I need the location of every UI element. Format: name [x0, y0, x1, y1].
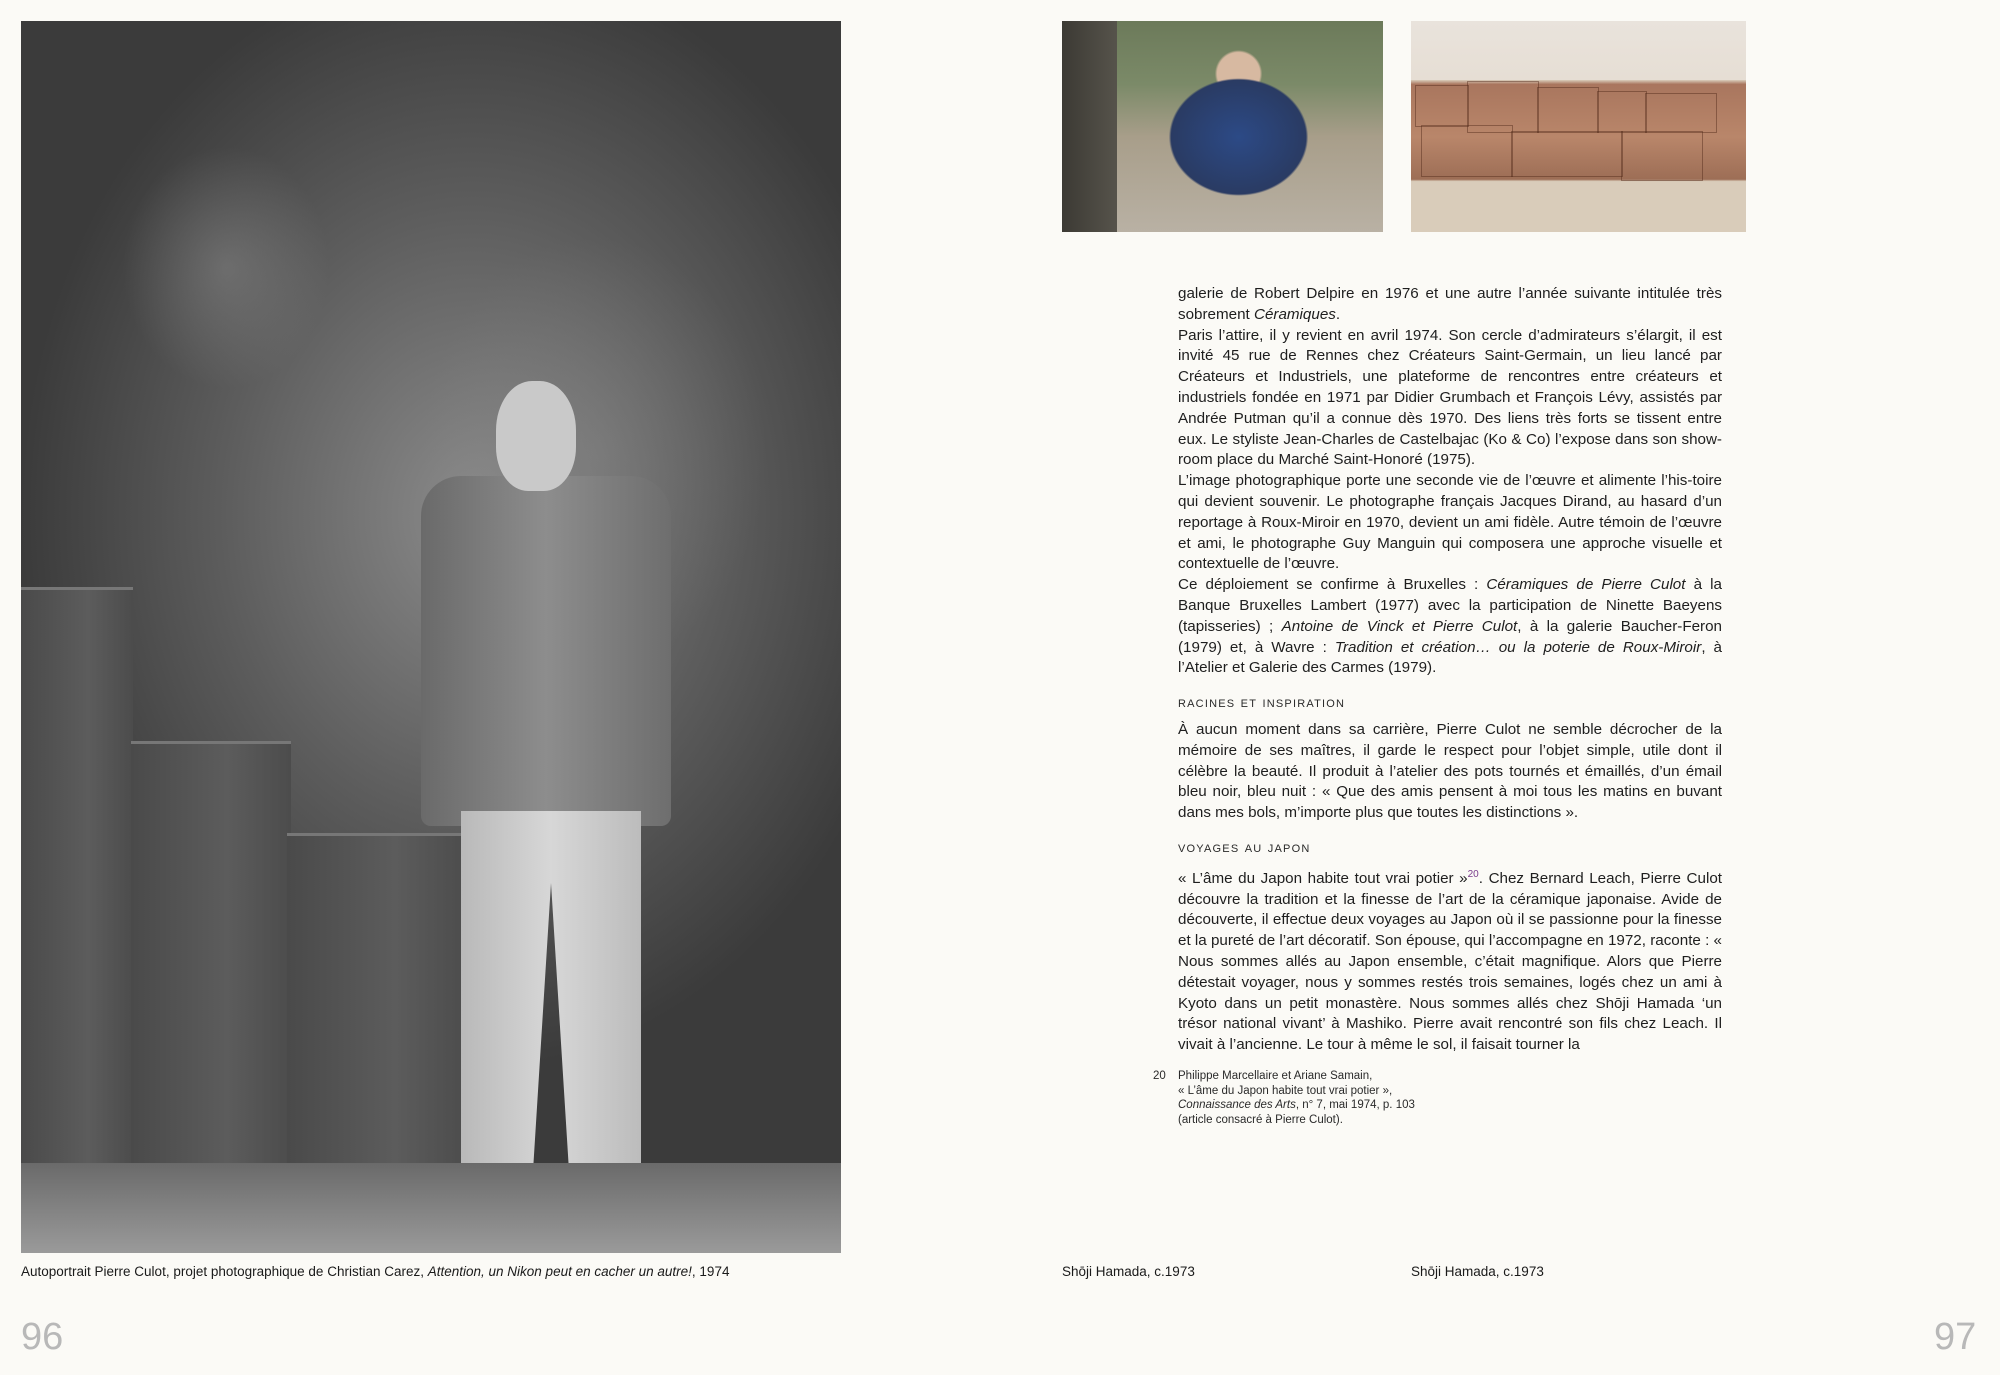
tree-trunk	[1062, 21, 1117, 232]
wall-stone	[1415, 85, 1469, 127]
hamada-photo	[1062, 21, 1383, 232]
footnote-reference[interactable]: 20	[1467, 868, 1479, 880]
figure-head	[496, 381, 576, 491]
footnote	[1153, 1069, 1553, 1127]
section-heading: voyages au japon	[1178, 838, 1311, 856]
footnote-line: Philippe Marcellaire et Ariane Samain,	[1178, 1070, 1373, 1082]
wall-stone	[1597, 91, 1647, 133]
studio-floor	[21, 1163, 841, 1253]
wall-stone	[1645, 93, 1717, 133]
paragraph: L’image photographique porte une seconde vie de l’œuvre et alimente l’his-toire qui devient souvenir. Le photographe français Jacques Dirand, au hasard d’un reportage à Roux-Miroir en 1970, devient un ami fidèle. Autre témoin de l’œuvre et ami, le photographe Guy Manguin qui composera une approche visuelle et contextuelle de l’œuvre.	[1178, 472, 1722, 573]
wall-stone	[1511, 131, 1623, 177]
portrait-caption: Autoportrait Pierre Culot, projet photographique de Christian Carez, Attention, un Nikon peut en cacher un autre!, 1974	[21, 1264, 730, 1279]
portrait-photo	[21, 21, 841, 1253]
section-heading: racines et inspiration	[1178, 694, 1346, 712]
wall-caption: Shōji Hamada, c.1973	[1411, 1264, 1544, 1279]
hamada-caption: Shōji Hamada, c.1973	[1062, 1264, 1195, 1279]
pedestal-block	[21, 587, 133, 1240]
footnote-line: Connaissance des Arts, n° 7, mai 1974, p. 103	[1178, 1099, 1415, 1111]
wall-stone	[1537, 87, 1599, 133]
paragraph: galerie de Robert Delpire en 1976 et une autre l’année suivante intitulée très sobrement Céramiques.	[1178, 285, 1722, 323]
figure-torso	[421, 476, 671, 826]
footnote-number: 20	[1153, 1070, 1166, 1082]
paragraph: « L’âme du Japon habite tout vrai potier »$^{20}$. Chez Bernard Leach, Pierre Culot découvre la tradition et la finesse de l’art de la céramique japonaise. Avide de découverte, il effectue deux voyages au Japon où il se passionne pour la finesse et la pureté de l’art décoratif. Son épouse, qui l’accompagne en 1972, raconte : « Nous sommes allés au Japon ensemble, c’était magnifique. Alors que Pierre détestait voyager, nous y sommes restés trois semaines, logés chez un ami à Kyoto dans un petit monastère. Nous sommes allés chez Shōji Hamada ‘un trésor national vivant’ à Mashiko. Pierre avait rencontré son fils chez Leach. Il vivait à l’ancienne. Le tour à même le sol, il faisait tourner la	[1178, 868, 1722, 1054]
figure-legs	[461, 811, 641, 1171]
page-number-left: 96	[21, 1316, 64, 1358]
article-text	[1178, 284, 1722, 1056]
wall-stone	[1621, 131, 1703, 181]
page-number-right: 97	[1934, 1316, 1977, 1358]
wall-stone	[1421, 125, 1513, 177]
stone-wall-photo	[1411, 21, 1746, 232]
footnote-line: « L’âme du Japon habite tout vrai potier »,	[1178, 1084, 1393, 1097]
paragraph: Paris l’attire, il y revient en avril 1974. Son cercle d’admirateurs s’élargit, il est invité 45 rue de Rennes chez Créateurs Saint-Germain, un lieu lancé par Créateurs et Industriels, une plateforme de rencontres entre créateurs et industriels fondée en 1971 par Didier Grumbach et François Lévy, assistés par Andrée Putman qu’il a connue dès 1970. Des liens très forts se tissent entre eux. Le styliste Jean-Charles de Castelbajac (Ko & Co) l’expose dans son show-room place du Marché Saint-Honoré (1975).	[1178, 326, 1722, 469]
paragraph: Ce déploiement se confirme à Bruxelles : Céramiques de Pierre Culot à la Banque Bruxelles Lambert (1977) avec la participation de Ninette Baeyens (tapisseries) ; Antoine de Vinck et Pierre Culot, à la galerie Baucher-Feron (1979) et, à Wavre : Tradition et création… ou la poterie de Roux-Miroir, à l’Atelier et Galerie des Carmes (1979).	[1178, 576, 1723, 677]
footnote-line: (article consacré à Pierre Culot).	[1178, 1113, 1343, 1126]
paragraph: À aucun moment dans sa carrière, Pierre Culot ne semble décrocher de la mémoire de ses maîtres, il garde le respect pour l’objet simple, utile dont il célèbre la beauté. Il produit à l’atelier des pots tournés et émaillés, d’un émail bleu noir, bleu nuit : « Que des amis pensent à moi tous les matins en buvant dans mes bols, m’importe plus que toutes les distinctions ».	[1178, 720, 1722, 822]
